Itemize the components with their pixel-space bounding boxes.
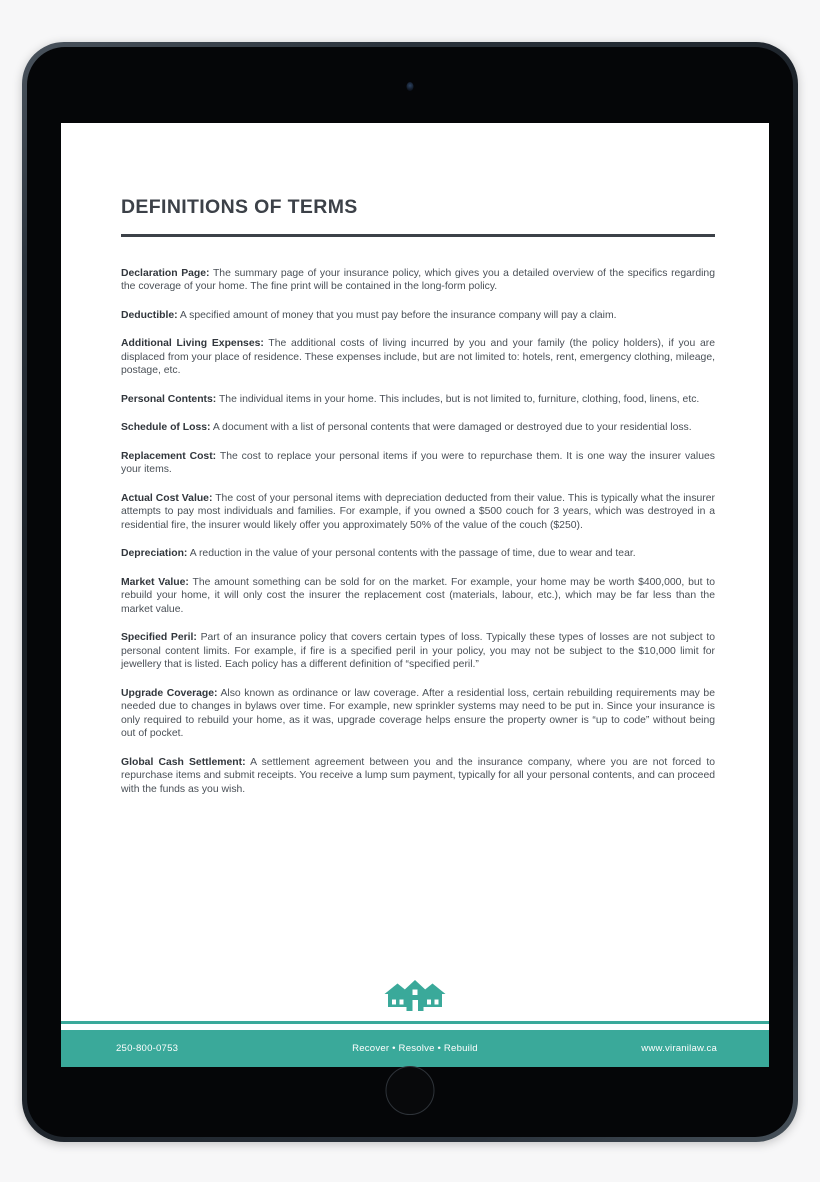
- term-label: Replacement Cost:: [121, 450, 217, 462]
- term-market-value: [121, 576, 715, 617]
- term-label: Deductible:: [121, 309, 178, 321]
- term-deductible: [121, 309, 715, 323]
- term-text: The cost to replace your personal items if you were to repurchase them. It is one way the insurer values your items.: [121, 450, 715, 476]
- term-declaration-page: [121, 267, 715, 294]
- term-actual-cost-value: [121, 492, 715, 533]
- term-global-cash-settlement: [121, 756, 715, 797]
- title-divider: [121, 234, 715, 237]
- term-label: Specified Peril:: [121, 632, 197, 644]
- home-button[interactable]: [386, 1066, 435, 1115]
- term-replacement-cost: [121, 450, 715, 477]
- logo-area: [61, 973, 769, 1015]
- front-camera-icon: [407, 82, 414, 91]
- document-footer: [61, 973, 769, 1067]
- term-label: Actual Cost Value:: [121, 492, 213, 504]
- term-schedule-of-loss: [121, 421, 715, 435]
- term-label: Upgrade Coverage:: [121, 687, 218, 699]
- term-text: Part of an insurance policy that covers certain types of loss. Typically these types of losses are not subject to personal content limits. For example, if fire is a specified peril in your policy, you may not be subject to the $10,000 limit for jewellery that is listed. Each policy has a different definition of “specified peril.”: [121, 632, 715, 671]
- term-text: Also known as ordinance or law coverage. After a residential loss, certain rebuilding requirements may be needed due to changes in bylaws over time. For example, new sprinkler systems may need to be put in. Since your insurance is only required to rebuild your home, as it was, upgrade coverage helps ensure the property owner is “up to code” without being out of pocket.: [121, 687, 715, 740]
- document-page: [61, 123, 769, 1067]
- term-label: Schedule of Loss:: [121, 422, 211, 434]
- term-text: The individual items in your home. This includes, but is not limited to, furniture, clothing, food, linens, etc.: [216, 393, 700, 405]
- term-personal-contents: [121, 393, 715, 407]
- footer-phone[interactable]: 250-800-0753: [116, 1043, 179, 1054]
- term-text: A document with a list of personal contents that were damaged or destroyed due to your residential loss.: [210, 422, 692, 434]
- term-text: A reduction in the value of your personal contents with the passage of time, due to wear and tear.: [187, 548, 636, 560]
- term-text: A settlement agreement between you and the insurance company, where you are not forced to repurchase items and submit receipts. You receive a lump sum payment, typically for all your personal contents, and can proceed with the funds as you wish.: [121, 756, 715, 795]
- term-label: Depreciation:: [121, 548, 188, 560]
- tablet-screen[interactable]: [61, 123, 769, 1067]
- house-icon: [384, 979, 446, 1015]
- footer-website-link[interactable]: www.viranilaw.ca: [641, 1043, 717, 1054]
- footer-tagline: Recover • Resolve • Rebuild: [352, 1043, 478, 1054]
- term-label: Declaration Page:: [121, 267, 210, 279]
- term-specified-peril: [121, 631, 715, 672]
- tablet-bezel: [27, 47, 793, 1137]
- footer-bar: [61, 1030, 769, 1067]
- page-title: DEFINITIONS OF TERMS: [121, 196, 358, 218]
- term-label: Global Cash Settlement:: [121, 756, 246, 768]
- term-text: The cost of your personal items with depreciation deducted from their value. This is typically what the insurer attempts to pay most individuals and families. For example, if you owned a $500 couch for 3 years, which was destroyed in a residential fire, the insurer would likely offer you approximately 50% of the value of the couch ($250).: [121, 492, 715, 531]
- term-label: Additional Living Expenses:: [121, 338, 264, 350]
- term-text: A specified amount of money that you must pay before the insurance company will pay a claim.: [177, 309, 617, 321]
- term-text: The summary page of your insurance policy, which gives you a detailed overview of the specifics regarding the coverage of your home. The fine print will be contained in the long-form policy.: [121, 267, 715, 293]
- term-additional-living-expenses: [121, 337, 715, 378]
- document-body: [121, 197, 715, 796]
- tablet-device: [22, 42, 798, 1142]
- term-label: Personal Contents:: [121, 393, 217, 405]
- term-depreciation: [121, 547, 715, 561]
- term-upgrade-coverage: [121, 687, 715, 741]
- term-text: The amount something can be sold for on the market. For example, your home may be worth $400,000, but to rebuild your home, it will only cost the insurer the replacement cost (materials, labour, etc.), which may be far less than the market value.: [121, 576, 716, 615]
- term-text: The additional costs of living incurred by you and your family (the policy holders), if you are displaced from your place of residence. These expenses include, but are not limited to: hotels, rent, emergency clothing, mileage, postage, etc.: [121, 338, 715, 377]
- term-label: Market Value:: [121, 576, 189, 588]
